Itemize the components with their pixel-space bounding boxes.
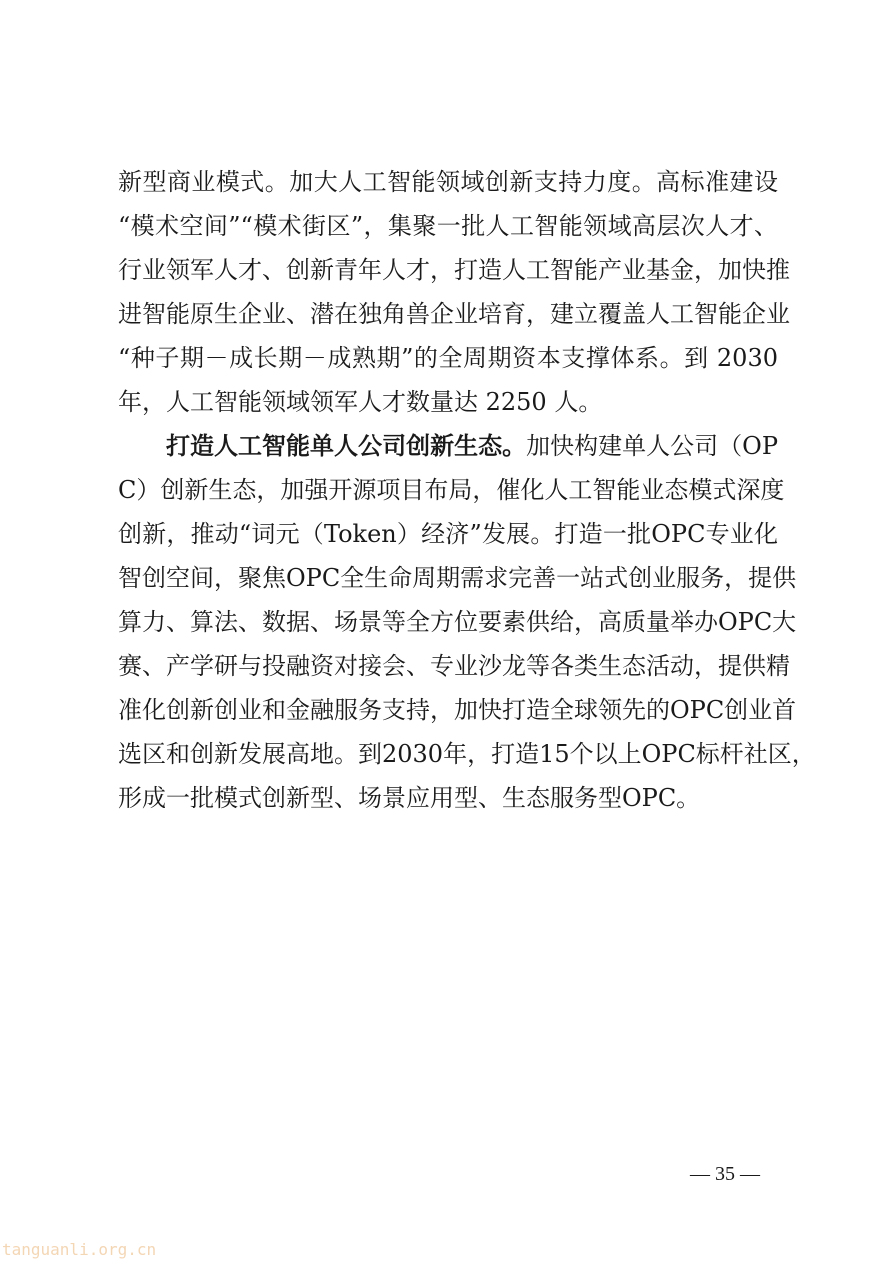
page-number: — 35 — bbox=[690, 1163, 760, 1185]
paragraph-2-first-line-rest: 加快构建单人公司（OP bbox=[526, 432, 778, 460]
paragraph-2-heading: 打造人工智能单人公司创新生态。 bbox=[166, 432, 527, 460]
watermark: tanguanli.org.cn bbox=[2, 1240, 157, 1259]
paragraph-1-line-4: 进智能原生企业、潜在独角兽企业培育，建立覆盖人工智能企业 bbox=[118, 300, 790, 328]
paragraph-2-line-2: C）创新生态，加强开源项目布局，催化人工智能业态模式深度 bbox=[118, 476, 785, 504]
paragraph-1-line-5: “种子期－成长期－成熟期”的全周期资本支撑体系。到 2030 bbox=[118, 344, 778, 372]
paragraph-2-line-7: 准化创新创业和金融服务支持，加快打造全球领先的OPC创业首 bbox=[118, 696, 797, 724]
paragraph-1-line-1: 新型商业模式。加大人工智能领域创新支持力度。高标准建设 bbox=[118, 168, 778, 196]
paragraph-2-line-8: 选区和创新发展高地。到2030年，打造15个以上OPC标杆社区， bbox=[118, 740, 816, 768]
paragraph-1-line-6: 年，人工智能领域领军人才数量达 2250 人。 bbox=[118, 388, 603, 416]
paragraph-1-line-2: “模术空间”“模术街区”，集聚一批人工智能领域高层次人才、 bbox=[118, 212, 778, 240]
body-text bbox=[118, 160, 816, 820]
paragraph-1-line-3: 行业领军人才、创新青年人才，打造人工智能产业基金，加快推 bbox=[118, 256, 790, 284]
paragraph-2-line-5: 算力、算法、数据、场景等全方位要素供给，高质量举办OPC大 bbox=[118, 608, 797, 636]
paragraph-2-line-3: 创新，推动“词元（Token）经济”发展。打造一批OPC专业化 bbox=[118, 520, 778, 548]
paragraph-2-line-9: 形成一批模式创新型、场景应用型、生态服务型OPC。 bbox=[118, 784, 701, 812]
paragraph-2-line-6: 赛、产学研与投融资对接会、专业沙龙等各类生态活动，提供精 bbox=[118, 652, 790, 680]
paragraph-2-line-1 bbox=[118, 424, 778, 468]
paragraph-2-line-4: 智创空间，聚焦OPC全生命周期需求完善一站式创业服务，提供 bbox=[118, 564, 797, 592]
